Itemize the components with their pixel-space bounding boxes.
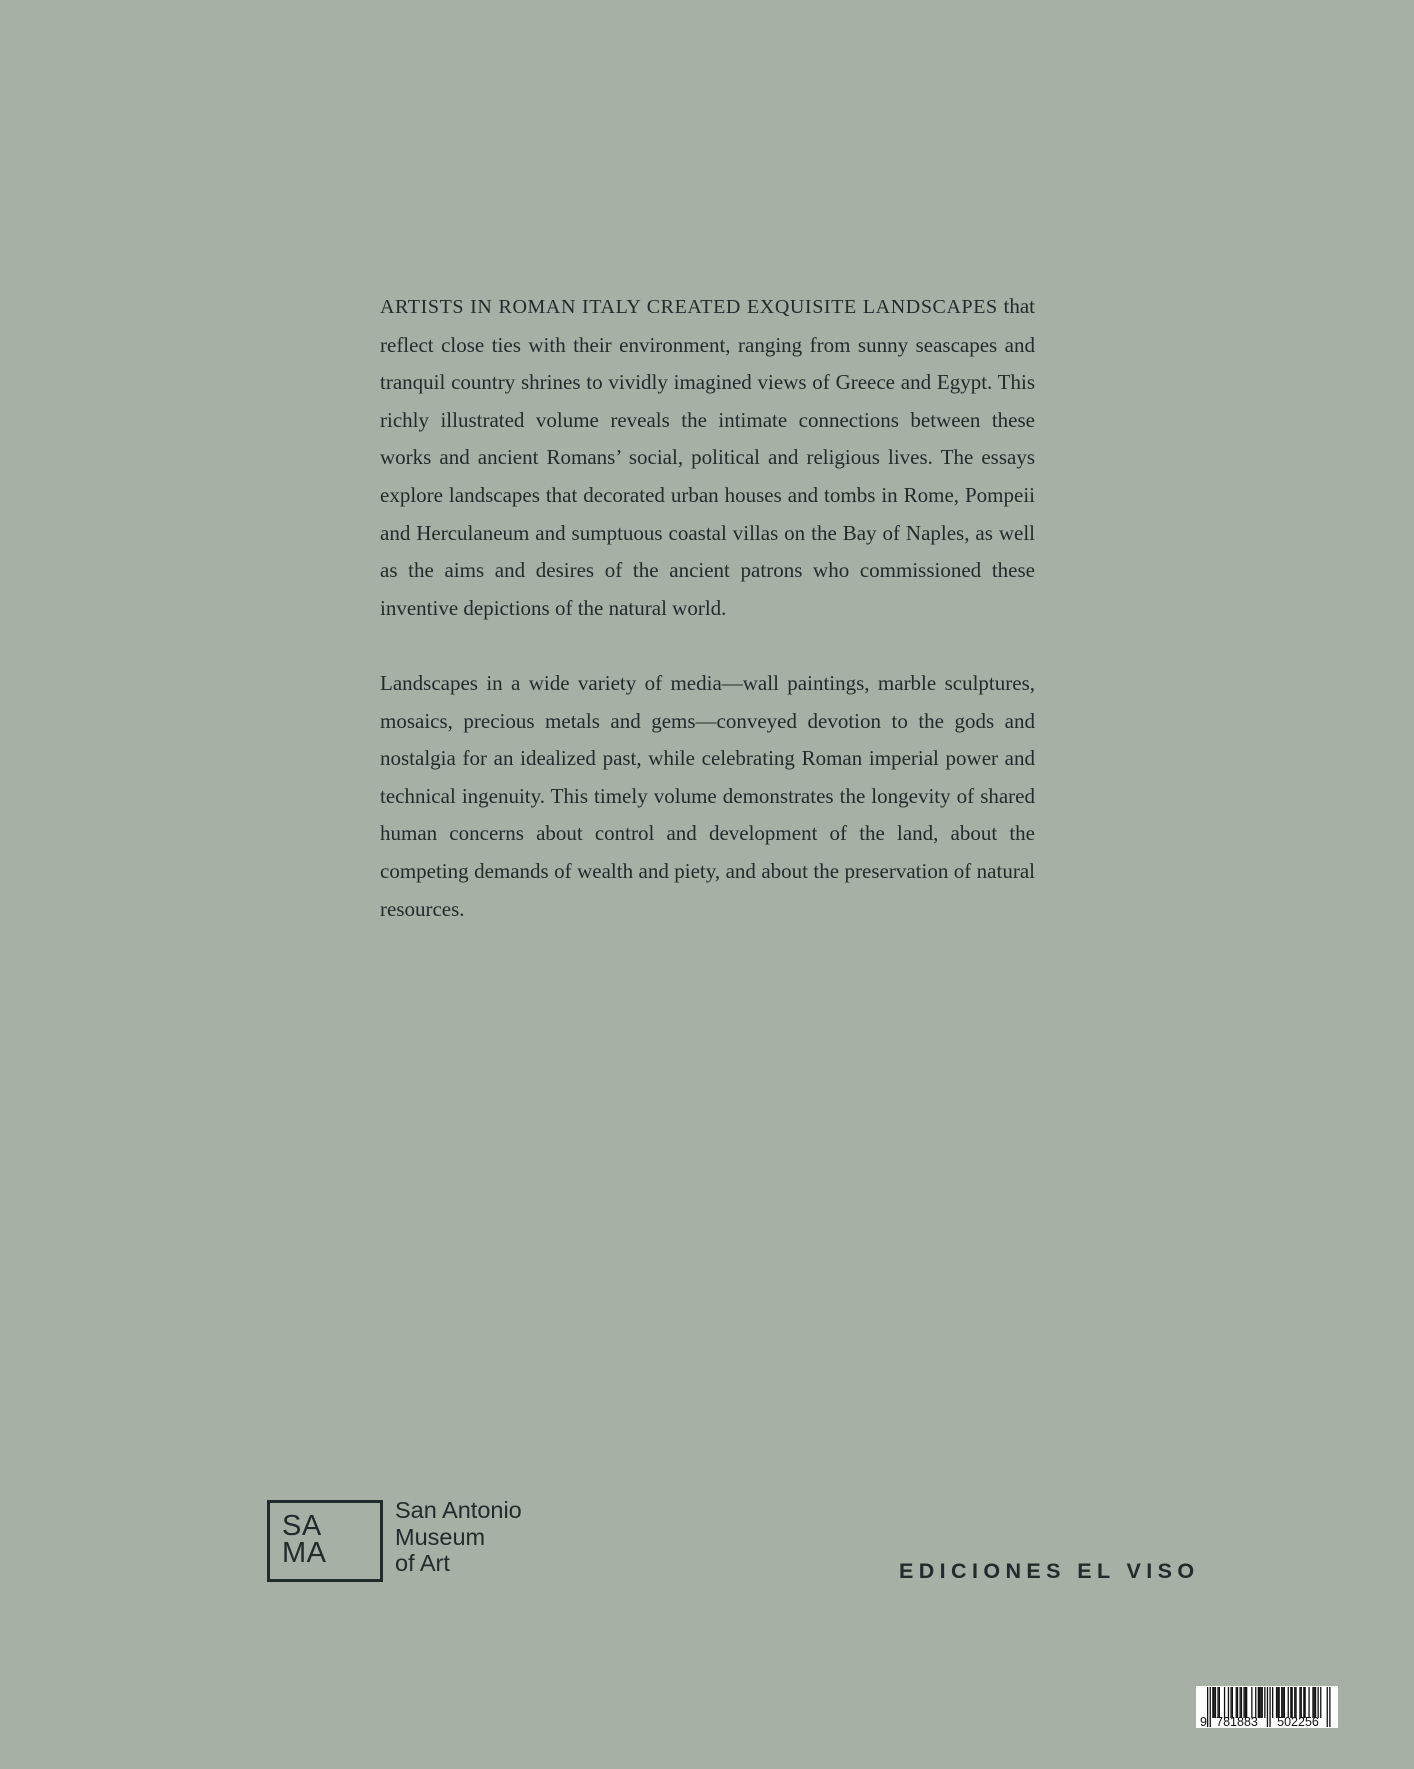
barcode-digits — [1196, 1686, 1338, 1728]
barcode-digits-left: 781883 — [1216, 1715, 1258, 1728]
museum-monogram — [267, 1500, 383, 1582]
barcode-digits-right: 502256 — [1277, 1715, 1319, 1728]
cover-blurb — [380, 288, 1035, 928]
barcode-digit-first: 9 — [1200, 1715, 1207, 1728]
blurb-paragraph-1 — [380, 288, 1035, 627]
museum-logo — [267, 1497, 522, 1582]
monogram-bottom: MA — [282, 1537, 327, 1569]
publisher-name: EDICIONES EL VISO — [899, 1559, 1200, 1583]
museum-name — [395, 1497, 522, 1577]
museum-name-line-2: Museum — [395, 1523, 486, 1550]
blurb-paragraph-1-text: that reflect close ties with their environment, ranging from sunny seascapes and tranquil country shrines to vividly imagined views of Greece and Egypt. This richly illustrated volume reveals the intimate connections between these works and ancient Romans’ social, political and religious lives. The essays explore landscapes that decorated urban houses and tombs in Rome, Pompeii and Herculaneum and sumptuous coastal villas on the Bay of Naples, as well as the aims and desires of the ancient patrons who commissioned these inventive depictions of the natural world. — [380, 294, 1036, 620]
museum-name-line-1: San Antonio — [395, 1497, 522, 1523]
museum-name-line-3: of Art — [395, 1550, 450, 1576]
blurb-paragraph-2: Landscapes in a wide variety of media—wall paintings, marble sculptures, mosaics, precious metals and gems—conveyed devotion to the gods and nostalgia for an idealized past, while celebrating Roman imperial power and technical ingenuity. This timely volume demonstrates the longevity of shared human concerns about control and development of the land, about the competing demands of wealth and piety, and about the preservation of natural resources. — [380, 670, 1035, 921]
blurb-lead-in: ARTISTS IN ROMAN ITALY CREATED EXQUISITE LANDSCAPES — [380, 296, 998, 318]
isbn-barcode — [1196, 1686, 1338, 1732]
monogram-top: SA — [282, 1510, 322, 1542]
